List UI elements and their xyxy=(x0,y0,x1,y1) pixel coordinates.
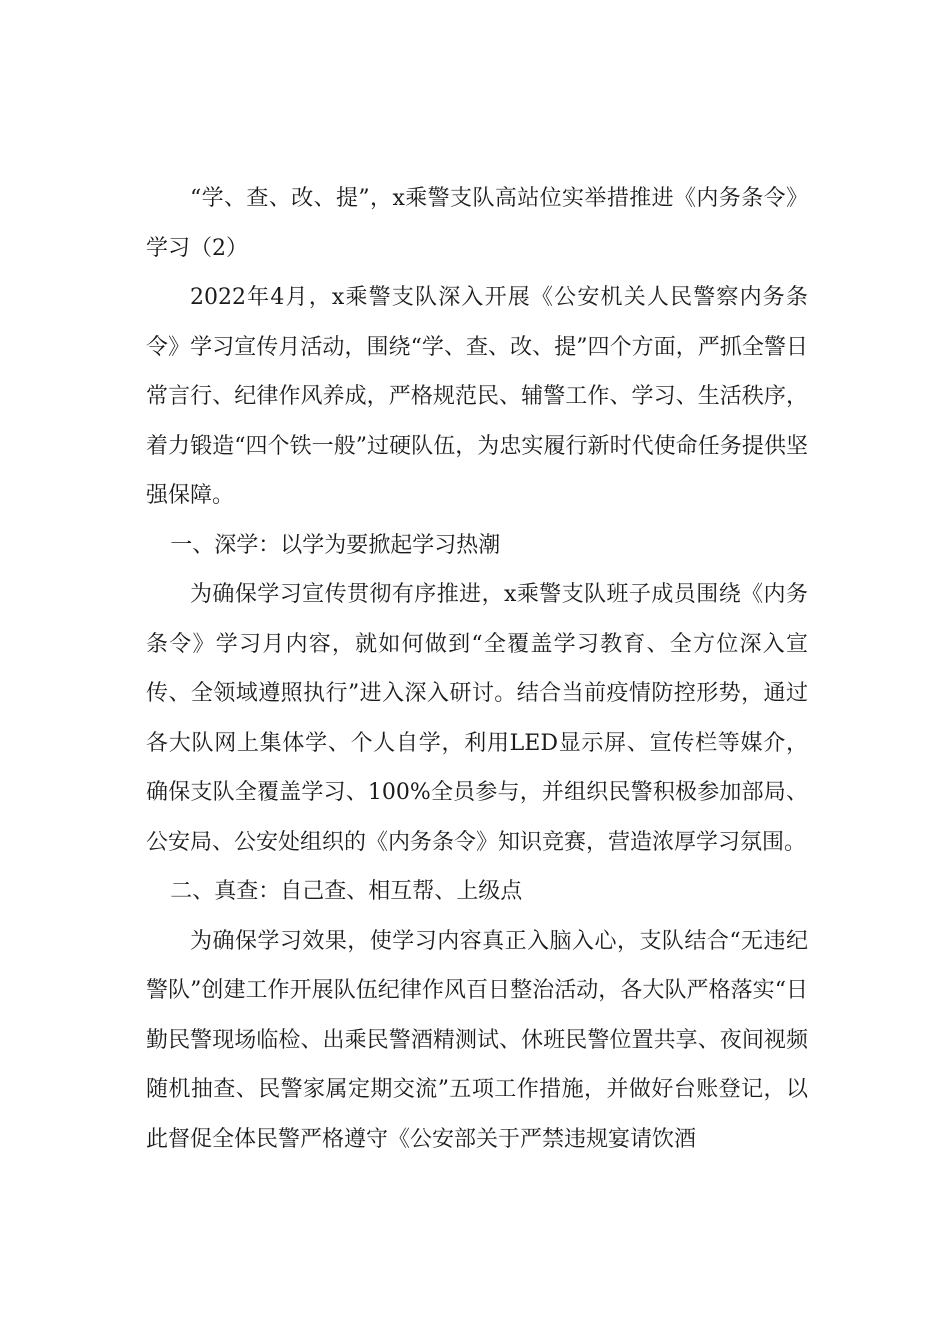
section-heading-2: 二、真查：自己查、相互帮、上级点 xyxy=(170,879,523,904)
paragraph-intro: 2022年4月，x乘警支队深入开展《公安机关人民警察内务条令》学习宣传月活动，围绕“学、查、改、提”四个方面，严抓全警日常言行、纪律作风养成，严格规范民、辅警工作、学习、生活秩序，着力锻造“四个铁一般”过硬队伍，为忠实履行新时代使命任务提供坚强保障。 xyxy=(146,285,808,508)
section-heading-1: 一、深学：以学为要掀起学习热潮 xyxy=(170,532,501,558)
paragraph-section-2: 为确保学习效果，使学习内容真正入脑入心，支队结合“无违纪警队”创建工作开展队伍纪律作风百日整治活动，各大队严格落实“日勤民警现场临检、出乘民警酒精测试、休班民警位置共享、夜间视频随机抽查、民警家属定期交流”五项工作措施，并做好台账登记，以此督促全体民警严格遵守《公安部关于严禁违规宴请饮酒 xyxy=(146,928,808,1152)
document-title: “学、查、改、提”，x乘警支队高站位实举措推进《内务条令》学习（2） xyxy=(146,186,808,261)
paragraph-section-1: 为确保学习宣传贯彻有序推进，x乘警支队班子成员围绕《内务条令》学习月内容，就如何做到“全覆盖学习教育、全方位深入宣传、全领域遵照执行”进入深入研讨。结合当前疫情防控形势，通过各大队网上集体学、个人自学，利用LED显示屏、宣传栏等媒介，确保支队全覆盖学习、100%全员参与，并组织民警积极参加部局、公安局、公安处组织的《内务条令》知识竞赛，营造浓厚学习氛围。 xyxy=(146,582,808,855)
document-body xyxy=(146,174,808,1164)
